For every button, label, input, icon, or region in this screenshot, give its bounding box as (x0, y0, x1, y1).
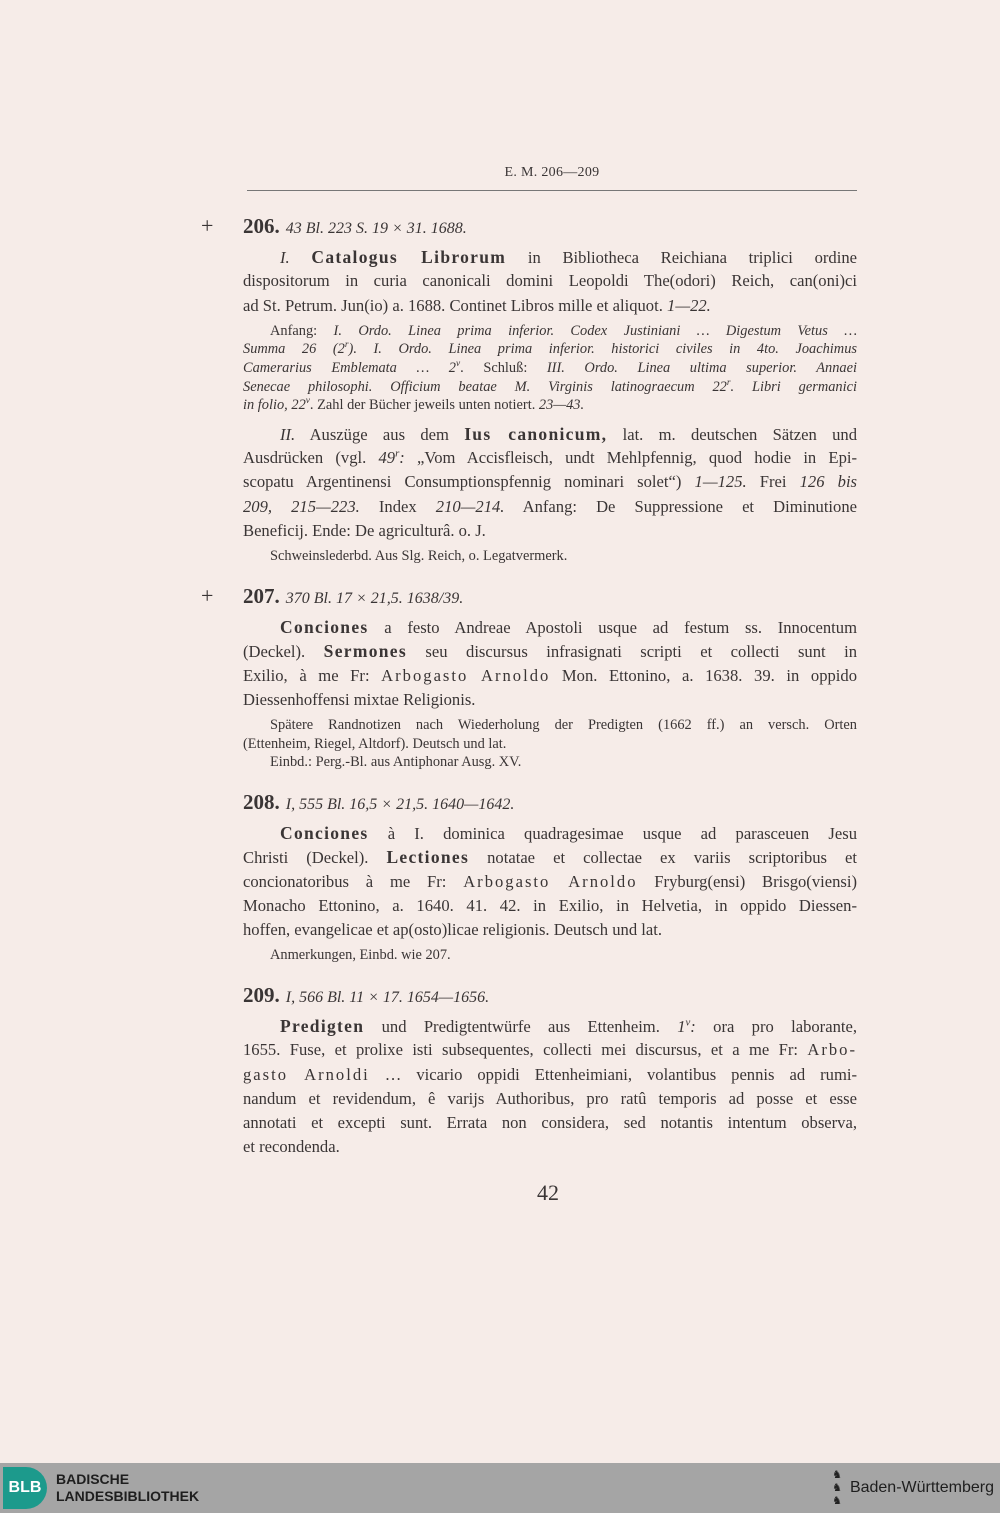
state-name: Baden-Württemberg (849, 1479, 994, 1496)
text-segment: v (456, 359, 461, 370)
catalog-entry (201, 582, 857, 772)
text-line (243, 547, 857, 566)
text-segment: Conciones (280, 616, 369, 637)
text-line (243, 470, 857, 494)
entry-meta: I, 566 Bl. 11 × 17. 1654—1656. (285, 988, 490, 1006)
text-segment: Lectiones (386, 847, 470, 868)
text-segment: Index (359, 496, 436, 516)
entry-description (243, 1014, 857, 1160)
text-segment: Fryburg(ensi) Brisgo(viensi) (637, 871, 858, 891)
text-line (243, 664, 857, 688)
three-lions-icon: ♞ ♞ ♞ (832, 1468, 842, 1507)
text-segment: ad St. Petrum. Jun(io) a. 1688. Continet Libros mille et aliquot. (243, 295, 668, 315)
text-segment: Einbd.: Perg.-Bl. aus Antiphonar Ausg. XV. (270, 754, 522, 771)
text-line (243, 753, 857, 772)
entry-note (243, 716, 857, 772)
text-segment: Anmerkungen, Einbd. wie 207. (270, 947, 451, 964)
text-segment: Anfang: De Suppressione et Diminutione (504, 496, 858, 516)
entry-note (243, 946, 857, 965)
text-segment: r (344, 340, 349, 351)
text-segment: 49 (378, 448, 396, 468)
text-line (243, 269, 857, 293)
text-segment: Conciones (280, 822, 369, 843)
entry-heading (243, 790, 857, 814)
library-name[interactable] (56, 1471, 199, 1505)
text-line (243, 821, 857, 845)
text-segment: in Bibliotheca Reichiana triplici ordine (506, 248, 857, 267)
text-segment: 209, 215—223. (243, 496, 360, 516)
text-segment: . Libri germanici (730, 378, 857, 395)
text-segment: Sermones (323, 641, 407, 662)
baden-wuerttemberg-logo[interactable] (832, 1463, 994, 1513)
catalog-entry (243, 983, 857, 1160)
catalog-entries (201, 213, 858, 1160)
catalog-entry (243, 790, 857, 965)
text-line (243, 716, 857, 735)
footer-bar (0, 1463, 1000, 1513)
text-segment: lat. m. deutschen Sätzen und (607, 424, 857, 444)
text-line (243, 870, 857, 894)
text-segment: Diessenhoffensi mixtae Religionis. (243, 689, 476, 709)
entry-meta: 370 Bl. 17 × 21,5. 1638/39. (285, 589, 464, 607)
entry-note (243, 322, 857, 415)
entry-number: 208. (243, 789, 280, 814)
text-segment: nandum et revidendum, ê varijs Authoribus, pro ratû temporis ad posse et esse (243, 1088, 857, 1108)
text-segment: hoffen, evangelicae et ap(osto)licae religionis. Deutsch und lat. (243, 920, 662, 940)
entry-heading (243, 983, 857, 1007)
text-segment: dispositorum in curia canonicali domini Leopoldi The(odori) Reich, can(oni)ci (243, 271, 857, 291)
text-segment: seu discursus infrasignati scripti et collecti sunt in (406, 642, 857, 662)
text-segment: und Predigtentwürfe aus Ettenheim. (364, 1016, 678, 1036)
text-segment: ora pro laborante, (695, 1016, 857, 1036)
text-segment: Ius canonicum, (464, 423, 608, 444)
text-line (243, 1135, 857, 1159)
text-line (243, 396, 857, 415)
text-segment: : (399, 448, 405, 468)
text-line (243, 845, 857, 869)
text-segment: Beneficij. Ende: De agriculturâ. o. J. (243, 521, 486, 541)
text-segment: Predigten (280, 1015, 365, 1036)
text-segment: II. (280, 424, 296, 444)
text-line (243, 1087, 857, 1111)
text-segment: Auszüge aus dem (295, 424, 465, 444)
text-line (243, 378, 857, 397)
text-line (243, 359, 857, 378)
text-segment: Anfang: (270, 322, 334, 339)
text-segment: : (690, 1016, 696, 1036)
text-line (243, 918, 857, 942)
text-segment: à I. dominica quadragesimae usque ad parasceuen Jesu (368, 823, 857, 843)
text-line (243, 894, 857, 918)
text-segment: notatae et collectae ex variis scriptoribus et (469, 848, 858, 868)
text-segment: scopatu Argentinensi Consumptionspfennig nominari solet“) (243, 472, 695, 492)
blb-logo[interactable]: BLB (3, 1467, 47, 1509)
text-line (243, 639, 857, 663)
text-segment: in folio, 22 (243, 397, 306, 414)
text-line (243, 735, 857, 754)
text-segment: Ausdrücken (vgl. (243, 448, 379, 468)
catalog-entry (201, 213, 858, 566)
text-segment: I. Ordo. Linea prima inferior. Codex Justiniani … Digestum Vetus … (333, 322, 857, 339)
entry-number: 206. (243, 214, 280, 238)
text-segment: Camerarius Emblemata … 2 (243, 360, 457, 377)
text-line (243, 446, 857, 470)
text-segment: Christi (Deckel). (243, 848, 387, 868)
entry-description (243, 821, 857, 942)
text-segment: Spätere Randnotizen nach Wiederholung der Predigten (1662 ff.) an versch. Orten (270, 717, 857, 734)
text-segment: 210—214. (435, 496, 505, 516)
running-header: E. M. 206—209 (504, 165, 600, 180)
text-segment: Catalogus Librorum (311, 247, 507, 267)
entry-heading (201, 582, 857, 608)
text-line (243, 322, 857, 341)
text-segment: … vicario oppidi Ettenheimiani, volantibus pennis ad rumi- (369, 1064, 857, 1084)
text-segment: ). I. Ordo. Linea prima inferior. historici civiles in 4to. Joachimus (348, 341, 857, 358)
text-segment: (Deckel). (243, 642, 324, 662)
text-segment: . Schluß: (460, 360, 547, 377)
entry-number: 209. (243, 982, 280, 1007)
text-segment: annotati et excepti sunt. Errata non considera, sed notantis intentum observa, (243, 1113, 857, 1133)
entry-meta: 43 Bl. 223 S. 19 × 31. 1688. (285, 220, 467, 237)
entry-heading (201, 213, 857, 238)
entry-description (243, 245, 857, 318)
entry-description (243, 615, 857, 712)
text-line (243, 615, 857, 639)
text-line (243, 1038, 857, 1062)
text-line (243, 1111, 857, 1135)
text-segment: v (685, 1016, 691, 1029)
text-segment: III. Ordo. Linea ultima superior. Annaei (546, 360, 857, 377)
text-segment: 1—125. (694, 472, 747, 492)
text-segment: gasto Arnoldi (243, 1064, 370, 1084)
text-segment: r (726, 377, 731, 388)
text-line (243, 294, 857, 318)
text-line (243, 245, 857, 269)
text-segment: I. (280, 248, 290, 267)
header-rule (247, 190, 857, 191)
text-line (243, 1063, 857, 1087)
text-segment: „Vom Accisfleisch, undt Mehlpfennig, quod hodie in Epi- (404, 448, 858, 468)
text-segment: r (395, 447, 400, 460)
entry-number: 207. (243, 583, 280, 608)
text-line (243, 495, 857, 519)
entry-meta: I, 555 Bl. 16,5 × 21,5. 1640—1642. (285, 795, 515, 813)
text-segment: 1655. Fuse, et prolixe isti subsequentes, collecti mei discursus, et a me Fr: (243, 1040, 808, 1060)
text-segment: 126 bis (799, 472, 858, 492)
text-segment: concionatoribus à me Fr: (243, 871, 464, 891)
text-segment: Senecae philosophi. Officium beatae M. Virginis latinograecum 22 (243, 378, 727, 395)
page-number: 42 (537, 1180, 559, 1205)
text-segment: Arbogasto Arnoldo (381, 665, 551, 685)
library-name-line1: BADISCHE (56, 1471, 130, 1487)
entry-note (243, 547, 857, 566)
text-segment: Mon. Ettonino, a. 1638. 39. in oppido (550, 665, 857, 685)
text-segment: v (305, 396, 310, 407)
plus-marker: + (201, 582, 214, 608)
text-segment: 23—43. (538, 397, 585, 414)
text-segment: 1—22. (667, 295, 711, 315)
text-segment: Schweinslederbd. Aus Slg. Reich, o. Legatvermerk. (270, 548, 568, 565)
text-segment: (Ettenheim, Riegel, Altdorf). Deutsch und lat. (243, 735, 507, 752)
text-line (243, 422, 857, 446)
text-line (243, 946, 857, 965)
text-line (243, 340, 857, 359)
text-segment: Summa 26 (2 (243, 341, 345, 358)
plus-marker: + (201, 213, 214, 238)
text-segment: Arbogasto Arnoldo (463, 871, 638, 891)
text-segment: . Zahl der Bücher jeweils unten notiert. (309, 397, 539, 414)
text-segment: Arbo- (807, 1040, 857, 1060)
text-segment: 1 (677, 1016, 686, 1036)
text-segment (290, 248, 312, 267)
text-segment: Exilio, à me Fr: (243, 665, 382, 685)
text-line (243, 688, 857, 712)
text-line (243, 519, 857, 543)
text-segment: Monacho Ettonino, a. 1640. 41. 42. in Exilio, in Helvetia, in oppido Diessen- (243, 895, 857, 915)
text-segment: a festo Andreae Apostoli usque ad festum ss. Innocentum (368, 617, 857, 637)
text-segment: Frei (746, 472, 800, 492)
text-line (243, 1014, 857, 1038)
text-segment: et recondenda. (243, 1137, 340, 1157)
library-name-line2: LANDESBIBLIOTHEK (56, 1488, 200, 1504)
entry-description (243, 422, 857, 543)
